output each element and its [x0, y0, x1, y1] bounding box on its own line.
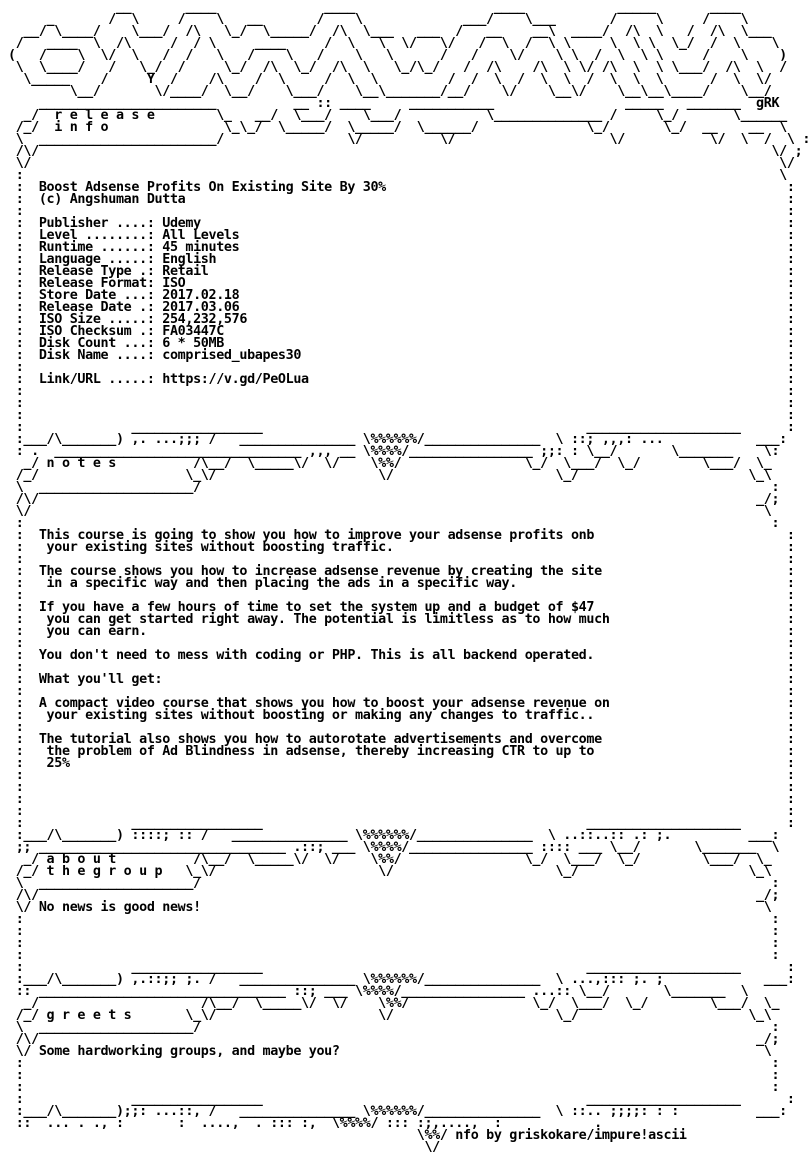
- nfo-document: [8, 0, 810, 1155]
- nfo-ascii-art-text: __ ____ ____ ____ _____ ____ _ / \ / \ __ / \ ___/ \___ / \ / \ __/ \____/ \___/ /\ \_/ \_____/ /\ \___ ___ / __ __\ ____/ /\ \ / /\ \___ / ____ \ /\ / / \ ____ / \ \ \/ \/ / \ / \ \ \ \ \ \_/ / \ \ ( / \ \/ \ / / \ / \ / \ \ / / \/ \ \ / \ \ \ / \ ) \ \____/ / \_/ / \_/ /\ \_/ /\ \ \_/\_/ / /\ /\ \ \/ /\ \ \ \___/ /\ \ / \_____ / Y / /\ / \ / \ \ / / \ / \ \ / \ \ \ / \ \/ \__/ \/____/ \__/ \___/ \__\_______/__/ \/ \__\/ \__\__\____/ \__/ _______________________ __ :: ____ ___________ _____ _______ gRK _/ r e l e a s e \_ __/ \___/ \___/ \______________ / \_/ \______ /_/ i n f o \_\_/ \_____/ \_____/ \______/ \_/ \_/ __ __ \ \ _______________________/ \/ \/ \/ \/ \ / \ : /\/ \/ ; \/ \/ : \ : Boost Adsense Profits On Existing Site By 30% : : (c) Angshuman Dutta : : : : Publisher ....: Udemy : : Level ........: All Levels : : Runtime ......: 45 minutes : : Language .....: English : : Release Type .: Retail : : Release Format: ISO : : Store Date ...: 2017.02.18 : : Release Date .: 2017.03.06 : : ISO Size .....: 254,232,576 : : ISO Checksum .: FA03447C : : Disk Count ...: 6 * 50MB : : Disk Name ....: comprised_ubapes30 : : : : Link/URL .....: https://v.gd/PeOLua : : : : : : : : _________________ ____________________ : :___/\_______) ,. ...;;; / _______________ \%%%%%%/_______________ \ ::; ,,,: ... ___: : . ________________________________ ,,, __ \%%%%/________________ ;;: : \__/ \_______ \: _/ n o t e s /\__/ \_____\/ \/ \%%/ \_/ \___/ \_/ \___/ \_ /_/ \_\/ \/ \_/ \_\ \ ____________________/ : /\/ _/; \/ \ : : : This course is going to show you how to improve your adsense profits onb : : your existing sites without boosting traffic. : : : : The course shows you how to increase adsense revenue by creating the site : : in a specific way and then placing the ads in a specific way. : : : : If you have a few hours of time to set the system up and a budget of $47 : : you can get started right away. The potential is limitless as to how much : : you can earn. : : : : You don't need to mess with coding or PHP. This is all backend operated. : : : : What you'll get: : : : : A compact video course that shows you how to boost your adsense revenue on : : your existing sites without boosting or making any changes to traffic.. : : : : The tutorial also shows you how to autorotate advertisements and overcome : : the problem of Ad Blindness in adsense, thereby increasing CTR to up to : : 25% : : : : : : : : : : _________________ ____________________ : :___/\_______) ::::; :: / _______________ \%%%%%%/_______________ \ ..::..:: .: ;. ___: ;; ________________________________ .::; ___ \%%%%/________________ :::: ___ \__/ \_______ \ _/ a b o u t /\__/ \_____\/ \/ \%%/ \_/ \___/ \_/ \___/ \_ /_/ t h e g r o u p \_\/ \/ \_/ \_\ \ ____________________/ : /\/ _/; \/ No news is good news! \ : : : : : : : : : _________________ ____________________ : :___/\_______) ,.::;; ;. / _______________ \%%%%%%/_______________ \ ...,::: ;. ; ___: :: ________________________________ ::; ___ \%%%%/________________ ...:: \__/ \_______ \ _/ /\__/ \_____\/ \/ \%%/ \_/ \___/ \_/ \___/ \_ /_/ g r e e t s \_\/ \/ \_/ \_\ \ ____________________/ : /\/ _/; \/ Some hardworking groups, and maybe you? \ : : : : : : : _________________ ____________________ : :___/\_______);;: ...::, / _______________ \%%%%%%/_______________ \ ::.. ;;;;: : : ___: :: ... . ., : : ...., . ::: :, \%%%%/ ::: :;,...., : . \%%/ nfo by griskokare/impure!ascii \/: [8, 0, 810, 1155]
